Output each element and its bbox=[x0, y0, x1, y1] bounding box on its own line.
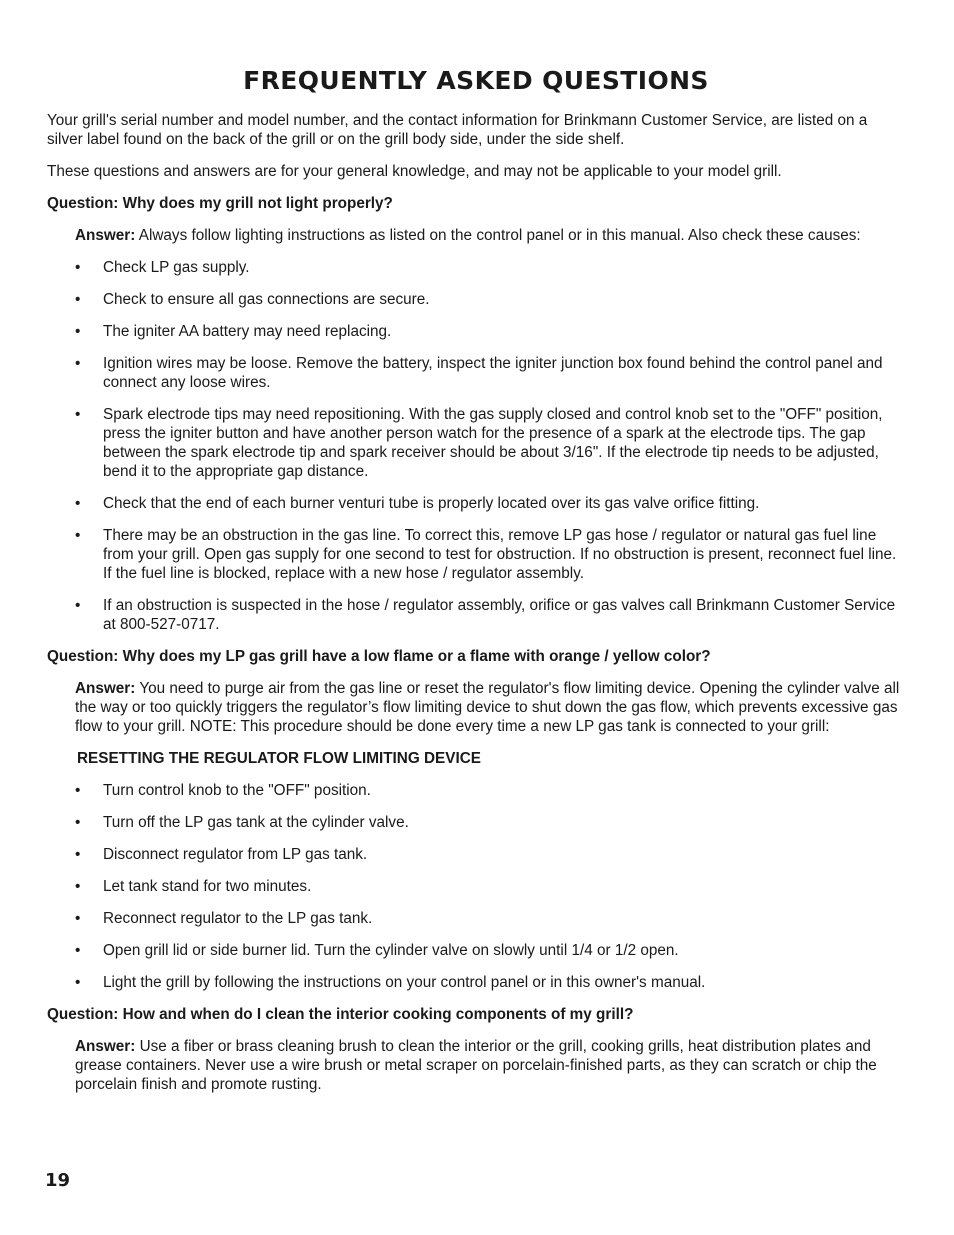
bullet-icon: • bbox=[75, 974, 81, 991]
answer-label: Answer: bbox=[75, 1038, 136, 1055]
list-item-text: Turn control knob to the "OFF" position. bbox=[103, 782, 371, 799]
answer-label: Answer: bbox=[75, 680, 136, 697]
list-item bbox=[47, 494, 905, 513]
answer-label: Answer: bbox=[75, 227, 136, 244]
list-item-text: Check LP gas supply. bbox=[103, 259, 250, 276]
page-title: FREQUENTLY ASKED QUESTIONS bbox=[243, 66, 709, 95]
answer-text: Always follow lighting instructions as listed on the control panel or in this manual. Also check these causes: bbox=[138, 227, 861, 244]
list-item bbox=[47, 258, 905, 277]
reset-steps-list bbox=[47, 781, 905, 992]
bullet-icon: • bbox=[75, 406, 81, 423]
bullet-icon: • bbox=[75, 527, 81, 544]
answer-text: You need to purge air from the gas line or reset the regulator's flow limiting device. Opening the cylinder valve all the way or too quickly triggers the regulator’s flow limiting device to shut down the gas flow, which prevents excessive gas flow to your grill. NOTE: This procedure should be done every time a new LP gas tank is connected to your grill: bbox=[75, 680, 900, 735]
question-clean-interior: Question: How and when do I clean the interior cooking components of my grill? bbox=[47, 1006, 634, 1023]
list-item-text: Turn off the LP gas tank at the cylinder valve. bbox=[103, 814, 409, 831]
section-subheading: RESETTING THE REGULATOR FLOW LIMITING DEVICE bbox=[77, 750, 481, 767]
page-number: 19 bbox=[45, 1170, 71, 1191]
list-item bbox=[47, 909, 905, 928]
bullet-icon: • bbox=[75, 495, 81, 512]
list-item bbox=[47, 354, 905, 392]
question-grill-not-light: Question: Why does my grill not light properly? bbox=[47, 195, 393, 212]
list-item bbox=[47, 405, 905, 481]
bullet-icon: • bbox=[75, 323, 81, 340]
list-item bbox=[47, 845, 905, 864]
list-item-text: Reconnect regulator to the LP gas tank. bbox=[103, 910, 373, 927]
answer-grill-not-light bbox=[75, 226, 905, 245]
bullet-icon: • bbox=[75, 597, 81, 614]
bullet-icon: • bbox=[75, 782, 81, 799]
list-item bbox=[47, 877, 905, 896]
list-item bbox=[47, 781, 905, 800]
list-item-text: Open grill lid or side burner lid. Turn the cylinder valve on slowly until 1/4 or 1/2 open. bbox=[103, 942, 679, 959]
list-item-text: Spark electrode tips may need repositioning. With the gas supply closed and control knob set to the "OFF" position, press the igniter button and have another person watch for the presence of a spark at the electrode tips. The gap between the spark electrode tip and spark receiver should be about 3/16". If the electrode tip needs to be adjusted, bend it to the appropriate gap distance. bbox=[103, 406, 883, 480]
bullet-icon: • bbox=[75, 259, 81, 276]
bullet-icon: • bbox=[75, 846, 81, 863]
list-item bbox=[47, 596, 905, 634]
list-item-text: Disconnect regulator from LP gas tank. bbox=[103, 846, 368, 863]
list-item bbox=[47, 941, 905, 960]
list-item-text: The igniter AA battery may need replacing. bbox=[103, 323, 392, 340]
list-item bbox=[47, 322, 905, 341]
list-item-text: Check that the end of each burner venturi tube is properly located over its gas valve orifice fitting. bbox=[103, 495, 760, 512]
bullet-icon: • bbox=[75, 355, 81, 372]
list-item bbox=[47, 973, 905, 992]
question-low-flame: Question: Why does my LP gas grill have a low flame or a flame with orange / yellow color? bbox=[47, 648, 711, 665]
bullet-icon: • bbox=[75, 291, 81, 308]
list-item bbox=[47, 290, 905, 309]
list-item bbox=[47, 813, 905, 832]
faq-page bbox=[47, 64, 905, 1107]
list-item-text: Let tank stand for two minutes. bbox=[103, 878, 312, 895]
answer-text: Use a fiber or brass cleaning brush to clean the interior or the grill, cooking grills, heat distribution plates and grease containers. Never use a wire brush or metal scraper on porcelain-finished parts, as they can scratch or chip the porcelain finish and promote rusting. bbox=[75, 1038, 877, 1093]
answer-clean-interior bbox=[75, 1037, 905, 1094]
bullet-icon: • bbox=[75, 878, 81, 895]
bullet-icon: • bbox=[75, 942, 81, 959]
bullet-icon: • bbox=[75, 814, 81, 831]
list-item-text: Check to ensure all gas connections are secure. bbox=[103, 291, 430, 308]
intro-paragraph-disclaimer: These questions and answers are for your general knowledge, and may not be applicable to your model grill. bbox=[47, 163, 782, 180]
bullet-icon: • bbox=[75, 910, 81, 927]
intro-paragraph-serial: Your grill's serial number and model number, and the contact information for Brinkmann Customer Service, are listed on a silver label found on the back of the grill or on the grill body side, under the side shelf. bbox=[47, 112, 868, 148]
answer-low-flame bbox=[75, 679, 905, 736]
list-item bbox=[47, 526, 905, 583]
list-item-text: Ignition wires may be loose. Remove the battery, inspect the igniter junction box found behind the control panel and connect any loose wires. bbox=[103, 355, 883, 391]
list-item-text: There may be an obstruction in the gas line. To correct this, remove LP gas hose / regulator or natural gas fuel line from your grill. Open gas supply for one second to test for obstruction. If no obstruction is present, reconnect fuel line. If the fuel line is blocked, replace with a new hose / regulator assembly. bbox=[103, 527, 897, 582]
causes-list bbox=[47, 258, 905, 634]
list-item-text: If an obstruction is suspected in the hose / regulator assembly, orifice or gas valves call Brinkmann Customer Service at 800-527-0717. bbox=[103, 597, 896, 633]
list-item-text: Light the grill by following the instructions on your control panel or in this owner's manual. bbox=[103, 974, 706, 991]
